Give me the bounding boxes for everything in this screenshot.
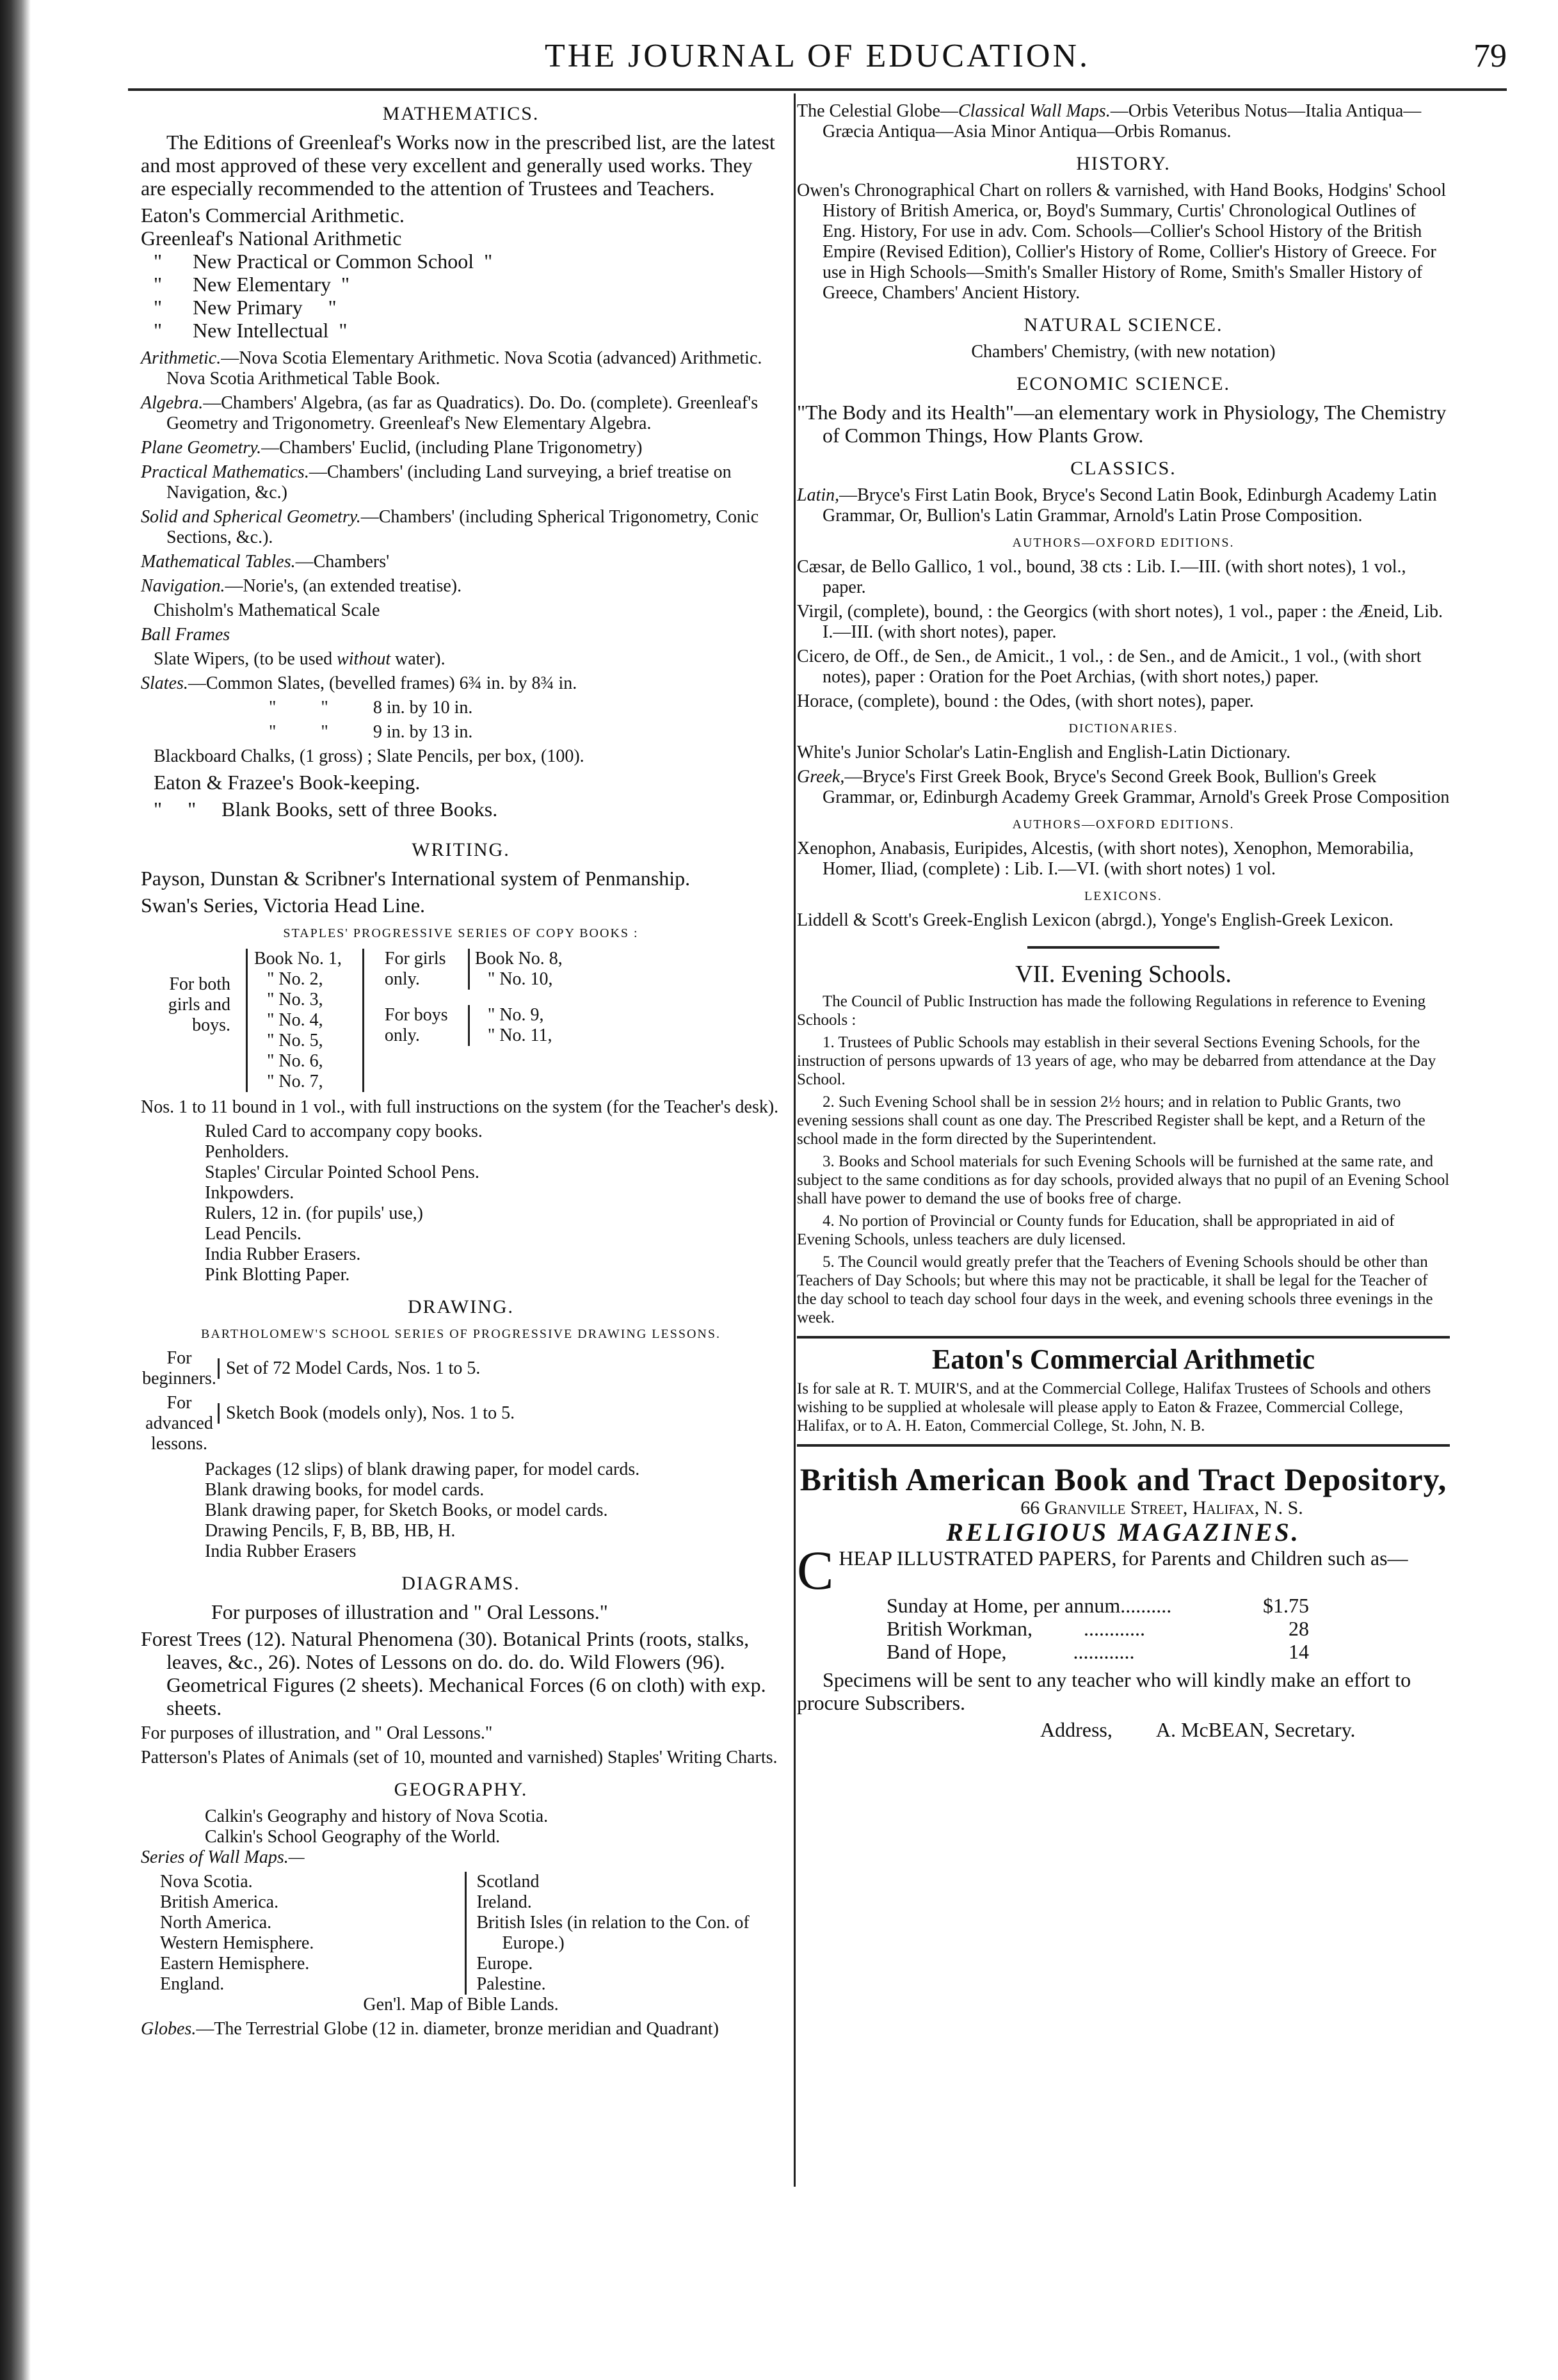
list-item: Blank drawing paper, for Sketch Books, or model cards.	[205, 1500, 608, 1520]
address-line	[797, 1718, 1450, 1741]
natural-science-heading: NATURAL SCIENCE.	[1024, 314, 1223, 335]
dictionaries-body: White's Junior Scholar's Latin-English and English-Latin Dictionary.	[797, 743, 1291, 762]
entry-label: Slates.	[141, 673, 188, 693]
list-item: British Isles (in relation to the Con. of Europe.)	[476, 1913, 750, 1953]
list-item: " New Primary "	[154, 296, 337, 319]
drawing-advanced-label: For advanced lessons.	[145, 1393, 213, 1454]
regulation-item: 4. No portion of Provincial or County funds for Education, shall be appropriated in aid of Evening Schools, unless teachers are duly licensed.	[797, 1212, 1395, 1248]
list-item: Palestine.	[476, 1974, 546, 1994]
mathematics-heading: MATHEMATICS.	[382, 103, 540, 124]
list-item: " No. 7,	[267, 1072, 323, 1091]
girls-label: For girls only.	[384, 949, 446, 989]
entry-label: Navigation.	[141, 576, 225, 596]
list-item: North America.	[160, 1913, 272, 1933]
entry-text: —Chambers' (including Spherical Trigonometry, Conic Sections, &c.).	[166, 507, 759, 547]
religious-magazines-heading: RELIGIOUS MAGAZINES.	[946, 1518, 1301, 1547]
list-item: Inkpowders.	[205, 1183, 294, 1203]
entry-text: —Chambers' Euclid, (including Plane Trigonometry)	[261, 438, 643, 458]
depository-address: 66 Granville Street, Halifax, N. S.	[1020, 1497, 1303, 1518]
list-item: Ruled Card to accompany copy books.	[205, 1122, 483, 1141]
list-item: Book No. 1,	[254, 949, 342, 969]
entry-label: Series of Wall Maps.—	[141, 1847, 305, 1867]
entry-label: Latin,	[797, 485, 840, 505]
lexicons-heading: LEXICONS.	[1084, 889, 1162, 903]
evening-schools-intro: The Council of Public Instruction has made the following Regulations in reference to Evening Schools :	[797, 993, 1426, 1029]
drawing-beginners-text: Set of 72 Model Cards, Nos. 1 to 5.	[218, 1358, 480, 1379]
entry-text: —Chambers' (including Land surveying, a brief treatise on Navigation, &c.)	[166, 462, 732, 503]
evening-schools-regulations	[797, 1033, 1450, 1327]
entry-text: Slate Wipers, (to be used	[154, 649, 337, 669]
globes-entry	[141, 2019, 781, 2039]
writing-swan: Swan's Series, Victoria Head Line.	[141, 894, 426, 917]
entry-text: —Orbis Veteribus Notus—Italia Antiqua—Græcia Antiqua—Asia Minor Antiqua—Orbis Romanus.	[823, 101, 1422, 141]
page-number: 79	[1474, 38, 1507, 74]
journal-title: THE JOURNAL OF EDUCATION.	[544, 38, 1091, 74]
list-item: Penholders.	[205, 1142, 289, 1162]
cheap-papers-entry	[797, 1540, 1450, 1601]
list-item: Blank drawing books, for model cards.	[205, 1480, 485, 1500]
algebra-entry	[141, 393, 781, 434]
list-item: " No. 3,	[267, 990, 323, 1009]
copy-books-note: Nos. 1 to 11 bound in 1 vol., with full instructions on the system (for the Teacher's desk).	[141, 1097, 779, 1117]
copy-books-heading: STAPLES' PROGRESSIVE SERIES OF COPY BOOKS :	[283, 926, 639, 940]
evening-schools-heading: VII. Evening Schools.	[1015, 961, 1232, 988]
entry-text: The Celestial Globe—	[797, 101, 958, 121]
list-item: Pink Blotting Paper.	[205, 1265, 350, 1285]
copy-books-list	[246, 949, 342, 1092]
slates-size-3: " " 9 in. by 13 in.	[269, 722, 473, 742]
eaton-advertisement	[797, 1336, 1450, 1447]
economic-science-body: "The Body and its Health"—an elementary work in Physiology, The Chemistry of Common Things, How Plants Grow.	[797, 401, 1447, 447]
history-heading: HISTORY.	[1076, 153, 1171, 174]
header-rule	[128, 88, 1507, 91]
history-body: Owen's Chronographical Chart on rollers & varnished, with Hand Books, Hodgins' School History of British America, or, Boyd's Summary, Curtis' Chronological Outlines of Eng. History, For use in adv. Com. Schools—Collier's School History of the British Empire (Revised Edition), Collier's History of Rome, Collier's History of Greece. For use in High Schools—Smith's Smaller History of Rome, Smith's Smaller History of Greece, Chambers' Ancient History.	[797, 181, 1447, 303]
horace-entry: Horace, (complete), bound : the Odes, (with short notes), paper.	[797, 691, 1254, 711]
drawing-supplies	[141, 1459, 781, 1562]
plane-geometry-entry	[141, 438, 781, 458]
drawing-subheading: BARTHOLOMEW'S SCHOOL SERIES OF PROGRESSIVE DRAWING LESSONS.	[200, 1327, 721, 1341]
latin-entry	[797, 485, 1450, 526]
boys-label: For boys only.	[384, 1005, 448, 1045]
entry-label: Mathematical Tables.	[141, 552, 296, 572]
copy-both-label: For both girls and boys.	[168, 974, 230, 1035]
entry-label: Globes.	[141, 2019, 197, 2039]
drop-cap: C	[797, 1540, 834, 1601]
girls-list	[468, 949, 563, 990]
list-item: Calkin's School Geography of the World.	[205, 1827, 501, 1847]
magazine-price: 14	[1289, 1640, 1309, 1663]
magazine-price-list	[797, 1594, 1450, 1663]
cicero-entry: Cicero, de Off., de Sen., de Amicit., 1 vol., : de Sen., and de Amicit., 1 vol., (with short notes), paper : Oration for the Poet Archias, (with short notes,) paper.	[797, 647, 1422, 687]
geography-heading: GEOGRAPHY.	[394, 1779, 528, 1800]
virgil-entry: Virgil, (complete), bound, : the Georgics (with short notes), 1 vol., paper : the Æneid, Lib. I.—III. (with short notes), paper.	[797, 602, 1443, 642]
authors-heading: AUTHORS—OXFORD EDITIONS.	[1012, 536, 1235, 550]
entry-text: —Nova Scotia Elementary Arithmetic. Nova Scotia (advanced) Arithmetic. Nova Scotia Arithmetical Table Book.	[166, 348, 762, 389]
ball-frames-entry	[141, 625, 781, 645]
diagrams-intro: For purposes of illustration and " Oral Lessons."	[211, 1600, 608, 1623]
slate-wipers-entry	[141, 649, 781, 670]
boys-list	[468, 1005, 552, 1046]
entry-text: —Norie's, (an extended treatise).	[225, 576, 462, 596]
diagrams-patterson: Patterson's Plates of Animals (set of 10, mounted and varnished) Staples' Writing Charts.	[141, 1748, 778, 1767]
list-item: " No. 4,	[267, 1010, 323, 1030]
entry-label: Algebra.	[141, 393, 204, 413]
magazine-name: Band of Hope, ............	[887, 1640, 1135, 1663]
bookkeeping-entry: Eaton & Frazee's Book-keeping.	[154, 771, 421, 794]
price-row	[797, 1617, 1309, 1640]
eaton-ad-title: Eaton's Commercial Arithmetic	[932, 1344, 1315, 1375]
mathematics-list	[141, 204, 781, 342]
writing-heading: WRITING.	[412, 839, 510, 860]
list-item: " New Intellectual "	[154, 319, 348, 342]
list-item: Packages (12 slips) of blank drawing paper, for model cards.	[205, 1459, 640, 1479]
secretary-signature: A. McBEAN, Secretary.	[1155, 1718, 1356, 1741]
left-column	[141, 101, 781, 2043]
list-item: England.	[160, 1974, 225, 1994]
entry-label: Plane Geometry.	[141, 438, 262, 458]
entry-label: Practical Mathematics.	[141, 462, 309, 482]
math-tables-entry	[141, 552, 781, 572]
drawing-beginners-label: For beginners.	[142, 1348, 216, 1388]
entry-text: —The Terrestrial Globe (12 in. diameter, bronze meridian and Quadrant)	[196, 2019, 719, 2039]
diagrams-body: Forest Trees (12). Natural Phenomena (30). Botanical Prints (roots, stalks, leaves, &c., 26). Notes of Lessons on do. do. do. Wild Flowers (96). Geometrical Figures (2 sheets). Mechanical Forces (6 on cloth) with exp. sheets.	[141, 1627, 766, 1719]
list-item: Drawing Pencils, F, B, BB, HB, H.	[205, 1521, 456, 1541]
price-row	[797, 1594, 1309, 1617]
copy-books-table	[160, 949, 781, 1092]
list-item: Ireland.	[476, 1892, 532, 1912]
list-item: British America.	[160, 1892, 279, 1912]
regulation-item: 5. The Council would greatly prefer that the Teachers of Evening Schools should be other than Teachers of Day Schools; but where this may not be practicable, it shall be legal for the Teacher of the day school to teach day school four days in the week, and evening schools three evenings in the week.	[797, 1253, 1433, 1326]
entry-label: Greek,	[797, 767, 845, 787]
solid-geometry-entry	[141, 507, 781, 548]
right-column	[797, 101, 1450, 1741]
writing-payson: Payson, Dunstan & Scribner's International system of Penmanship.	[141, 867, 691, 890]
wall-maps-table	[141, 1872, 781, 1995]
entry-text: —Common Slates, (bevelled frames) 6¾ in. by 8¾ in.	[188, 673, 577, 693]
magazine-name: Sunday at Home, per annum..........	[887, 1594, 1172, 1617]
geography-books	[141, 1806, 781, 1847]
list-item: " No. 11,	[487, 1025, 552, 1045]
list-item: " No. 5,	[267, 1031, 323, 1050]
scale-entry: Chisholm's Mathematical Scale	[154, 600, 380, 620]
boys-group	[385, 1005, 563, 1046]
dictionaries-heading: DICTIONARIES.	[1068, 721, 1178, 736]
slates-entry	[141, 673, 781, 694]
diagrams-heading: DIAGRAMS.	[401, 1573, 520, 1594]
list-item: Staples' Circular Pointed School Pens.	[205, 1162, 479, 1182]
drawing-advanced	[141, 1393, 781, 1454]
list-item: " New Practical or Common School "	[154, 250, 493, 273]
diagrams-oral: For purposes of illustration, and " Oral Lessons."	[141, 1723, 493, 1743]
drawing-advanced-text: Sketch Book (models only), Nos. 1 to 5.	[218, 1403, 515, 1424]
entry-text: —Bryce's First Latin Book, Bryce's Second Latin Book, Edinburgh Academy Latin Grammar, Or, Bullion's Latin Grammar, Arnold's Latin Prose Composition.	[823, 485, 1437, 526]
list-item: Lead Pencils.	[205, 1224, 301, 1244]
eaton-ad-body: Is for sale at R. T. MUIR'S, and at the Commercial College, Halifax Trustees of Schools and others wishing to be supplied at wholesale will please apply to Eaton & Frazee, Commercial College, Halifax, or to A. H. Eaton, Commercial College, St. John, N. B.	[797, 1380, 1431, 1435]
list-item: " No. 9,	[487, 1005, 544, 1025]
depository-title: British American Book and Tract Depository,	[799, 1461, 1447, 1497]
entry-label: Solid and Spherical Geometry.	[141, 507, 361, 527]
entry-label: Arithmetic.	[141, 348, 221, 368]
slates-size-2: " " 8 in. by 10 in.	[269, 698, 473, 718]
column-rule	[794, 93, 796, 2187]
copy-books-gender	[385, 949, 563, 1092]
list-item: Europe.	[476, 1954, 533, 1974]
copy-books-divider	[362, 949, 364, 1092]
arithmetic-entry	[141, 348, 781, 389]
magazine-name: British Workman, ............	[887, 1617, 1145, 1640]
lexicons-body: Liddell & Scott's Greek-English Lexicon (abrgd.), Yonge's English-Greek Lexicon.	[797, 910, 1393, 930]
wall-maps-left	[160, 1872, 465, 1995]
list-item: Western Hemisphere.	[160, 1933, 314, 1953]
list-item: Scotland	[476, 1872, 540, 1892]
chalks-entry: Blackboard Chalks, (1 gross) ; Slate Pencils, per box, (100).	[154, 746, 584, 766]
regulation-item: 2. Such Evening School shall be in session 2½ hours; and in relation to Public Grants, two evening sessions shall count as one day. The Prescribed Register shall be kept, and a Return of the school made in the form directed by the Superintendent.	[797, 1093, 1425, 1148]
entry-emphasis: Classical Wall Maps.	[958, 101, 1111, 121]
blank-books-entry: " " Blank Books, sett of three Books.	[154, 798, 498, 821]
list-item: India Rubber Erasers.	[205, 1244, 361, 1264]
cheap-papers-text: HEAP ILLUSTRATED PAPERS, for Parents and Children such as—	[839, 1547, 1408, 1570]
wall-maps-right	[465, 1872, 782, 1995]
list-item: Rulers, 12 in. (for pupils' use,)	[205, 1203, 424, 1223]
mathematics-intro: The Editions of Greenleaf's Works now in the prescribed list, are the latest and most approved of these very excellent and generally used works. They are especially recommended to the attention of Trustees and Teachers.	[141, 131, 775, 200]
list-item: " No. 6,	[267, 1051, 323, 1071]
economic-science-heading: ECONOMIC SCIENCE.	[1016, 373, 1230, 394]
practical-math-entry	[141, 462, 781, 503]
depository-advertisement	[797, 1461, 1450, 1741]
list-item: Calkin's Geography and history of Nova Scotia.	[205, 1806, 549, 1826]
bible-lands-map: Gen'l. Map of Bible Lands.	[363, 1995, 559, 2014]
section-separator	[1027, 946, 1219, 949]
list-item: " New Elementary "	[154, 273, 350, 296]
girls-group	[385, 949, 563, 990]
address-label: Address,	[1040, 1718, 1112, 1741]
magazine-price: 28	[1289, 1617, 1309, 1640]
list-item: Eaton's Commercial Arithmetic.	[141, 204, 405, 227]
binding-shadow	[0, 0, 31, 2380]
greek-entry	[797, 767, 1450, 808]
list-item: " No. 2,	[267, 969, 323, 989]
list-item: Eastern Hemisphere.	[160, 1954, 310, 1974]
entry-label: Ball Frames	[141, 625, 230, 645]
navigation-entry	[141, 576, 781, 597]
drawing-beginners	[141, 1348, 781, 1389]
drawing-heading: DRAWING.	[407, 1296, 515, 1317]
entry-text: —Chambers' Algebra, (as far as Quadratics). Do. Do. (complete). Greenleaf's Geometry and Trigonometry. Greenleaf's New Elementary Algebra.	[166, 393, 759, 433]
page-header	[128, 37, 1507, 88]
regulation-item: 3. Books and School materials for such Evening Schools will be furnished at the same rate, and subject to the same conditions as for day schools, provided always that no pupil of an Evening School shall have power to demand the use of books free of charge.	[797, 1153, 1450, 1207]
celestial-globe-entry	[797, 101, 1450, 142]
authors-heading-2: AUTHORS—OXFORD EDITIONS.	[1012, 817, 1235, 832]
list-item: Nova Scotia.	[160, 1872, 253, 1892]
list-item: India Rubber Erasers	[205, 1541, 357, 1561]
classics-heading: CLASSICS.	[1070, 458, 1177, 479]
entry-text: —Bryce's First Greek Book, Bryce's Second Greek Book, Bullion's Greek Grammar, or, Edinburgh Academy Greek Grammar, Arnold's Greek Prose Composition	[823, 767, 1450, 807]
caesar-entry: Cæsar, de Bello Gallico, 1 vol., bound, 38 cts : Lib. I.—III. (with short notes), 1 vol., paper.	[797, 557, 1406, 597]
regulation-item: 1. Trustees of Public Schools may establish in their several Sections Evening Schools, for the instruction of persons upwards of 13 years of age, who may be debarred from attendance at the Day School.	[797, 1034, 1436, 1088]
xenophon-entry: Xenophon, Anabasis, Euripides, Alcestis, (with short notes), Xenophon, Memorabilia, Homer, Iliad, (complete) : Lib. I.—VI. (with short notes) 1 vol.	[797, 839, 1414, 879]
specimens-note: Specimens will be sent to any teacher who will kindly make an effort to procure Subscribers.	[797, 1668, 1411, 1714]
price-row	[797, 1640, 1309, 1663]
list-item: Book No. 8,	[474, 949, 563, 969]
magazine-price: $1.75	[1263, 1594, 1309, 1617]
list-item: " No. 10,	[487, 969, 553, 989]
entry-text: —Chambers'	[295, 552, 390, 572]
list-item: Greenleaf's National Arithmetic	[141, 227, 402, 250]
wall-maps-label	[141, 1847, 781, 1868]
entry-text: water).	[390, 649, 446, 669]
entry-emphasis: without	[337, 649, 391, 669]
natural-science-body: Chambers' Chemistry, (with new notation)	[971, 342, 1276, 362]
writing-supplies	[141, 1122, 781, 1285]
